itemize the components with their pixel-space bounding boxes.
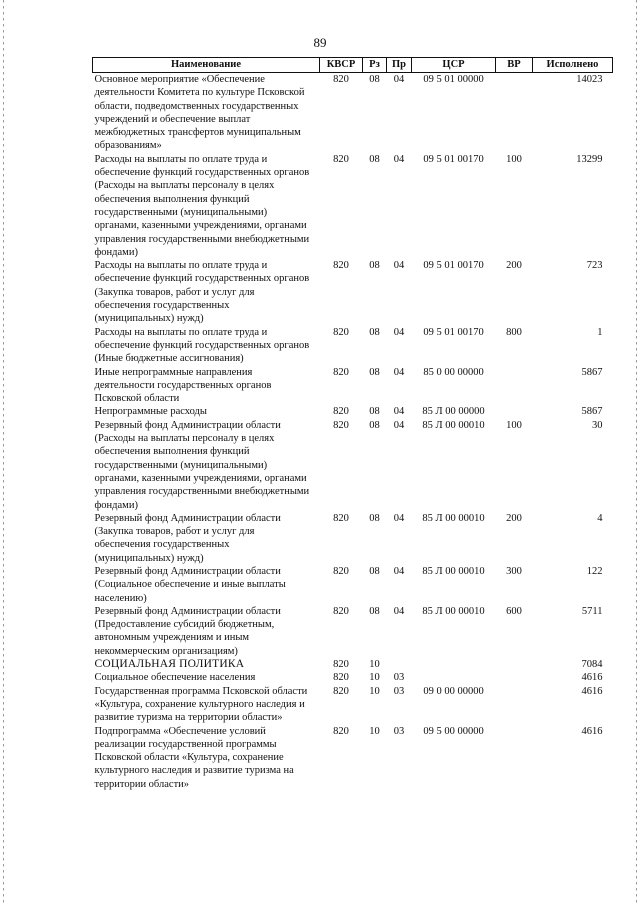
row-vr-cell bbox=[496, 671, 533, 684]
row-csr-cell: 09 5 01 00170 bbox=[423, 260, 484, 272]
row-csr-cell bbox=[412, 671, 496, 684]
row-done-cell: 4616 bbox=[581, 685, 603, 697]
row-name-cell: Социальное обеспечение населения bbox=[94, 672, 256, 684]
row-kvsr-cell: 820 bbox=[333, 672, 349, 684]
header-rz: Рз bbox=[363, 58, 387, 73]
row-pr-cell: 04 bbox=[393, 74, 405, 85]
row-rz-cell: 08 bbox=[369, 326, 380, 338]
row-pr-cell: 04 bbox=[393, 419, 405, 431]
row-rz-cell: 10 bbox=[369, 725, 380, 737]
row-csr-cell: 85 Л 00 00010 bbox=[422, 419, 485, 431]
row-rz-cell: 08 bbox=[369, 260, 380, 272]
budget-table bbox=[92, 57, 613, 791]
row-rz-cell: 10 bbox=[369, 672, 380, 684]
row-vr-cell: 800 bbox=[506, 326, 522, 338]
row-kvsr-cell: 820 bbox=[333, 326, 349, 338]
row-kvsr-cell: 820 bbox=[333, 565, 349, 577]
row-name-cell: Расходы на выплаты по оплате труда и обеспечение функций государственных органов (Закупка товаров, работ и услуг для обеспечения государственных (муниципальных) нужд) bbox=[94, 260, 310, 325]
row-done-cell: 4 bbox=[597, 512, 603, 524]
table-row bbox=[93, 73, 613, 153]
row-done-cell: 723 bbox=[586, 260, 603, 272]
row-rz-cell: 08 bbox=[369, 419, 380, 431]
row-csr-cell: 85 0 00 00000 bbox=[423, 366, 484, 378]
row-rz-cell: 08 bbox=[369, 74, 380, 85]
row-name-cell: Резервный фонд Администрации области (Закупка товаров, работ и услуг для обеспечения государственных (муниципальных) нужд) bbox=[94, 512, 281, 564]
row-name-cell: Резервный фонд Администрации области (Социальное обеспечение и иные выплаты населению) bbox=[94, 565, 286, 604]
header-vr: ВР bbox=[496, 58, 533, 73]
table-row bbox=[93, 512, 613, 565]
row-pr-cell: 04 bbox=[393, 326, 405, 338]
table-row bbox=[93, 605, 613, 658]
row-name-cell: Расходы на выплаты по оплате труда и обеспечение функций государственных органов (Расходы на выплаты персоналу в целях обеспечения выполнения функций государственными (муниципальными) органами, казенными учреждениями, органами управления государственными внебюджетными фондами) bbox=[94, 153, 310, 258]
row-name-cell: Государственная программа Псковской области «Культура, сохранение культурного наследия и развитие туризма на территории области» bbox=[94, 685, 308, 724]
row-vr-cell bbox=[496, 685, 533, 725]
row-pr-cell: 03 bbox=[393, 725, 405, 737]
table-row bbox=[93, 565, 613, 605]
table-row bbox=[93, 419, 613, 512]
row-rz-cell: 10 bbox=[369, 659, 380, 671]
row-csr-cell: 85 Л 00 00010 bbox=[422, 565, 485, 577]
row-vr-cell: 300 bbox=[506, 565, 522, 577]
row-vr-cell: 200 bbox=[506, 512, 522, 524]
row-pr-cell: 04 bbox=[393, 260, 405, 272]
row-kvsr-cell: 820 bbox=[333, 366, 349, 378]
right-margin-dots bbox=[636, 0, 637, 905]
row-done-cell: 1 bbox=[597, 326, 603, 338]
row-pr-cell bbox=[387, 658, 412, 671]
row-kvsr-cell: 820 bbox=[333, 74, 349, 85]
row-name-cell: Резервный фонд Администрации области (Предоставление субсидий бюджетным, автономным учреждениям и иным некоммерческим организациям) bbox=[94, 605, 281, 657]
row-pr-cell: 04 bbox=[393, 512, 405, 524]
table-row bbox=[93, 685, 613, 725]
row-done-cell: 14023 bbox=[576, 74, 603, 85]
row-done-cell: 30 bbox=[592, 419, 603, 431]
header-done: Исполнено bbox=[533, 58, 613, 73]
row-done-cell: 13299 bbox=[576, 153, 603, 165]
table-row bbox=[93, 326, 613, 366]
left-margin-dots bbox=[3, 0, 4, 905]
row-csr-cell: 85 Л 00 00010 bbox=[422, 605, 485, 617]
row-vr-cell bbox=[496, 405, 533, 418]
row-csr-cell: 09 5 01 00170 bbox=[423, 153, 484, 165]
table-row bbox=[93, 366, 613, 406]
row-csr-cell: 09 5 01 00170 bbox=[423, 326, 484, 338]
header-kvsr: КВСР bbox=[320, 58, 363, 73]
row-kvsr-cell: 820 bbox=[333, 153, 349, 165]
row-pr-cell: 04 bbox=[393, 406, 405, 418]
row-name-cell: Непрограммные расходы bbox=[94, 406, 207, 418]
row-pr-cell: 04 bbox=[393, 605, 405, 617]
row-rz-cell: 08 bbox=[369, 565, 380, 577]
row-vr-cell: 100 bbox=[506, 419, 522, 431]
row-pr-cell: 04 bbox=[393, 366, 405, 378]
row-vr-cell bbox=[496, 725, 533, 791]
row-done-cell: 7084 bbox=[581, 659, 603, 671]
row-rz-cell: 08 bbox=[369, 366, 380, 378]
table-row bbox=[93, 671, 613, 684]
row-done-cell: 5867 bbox=[581, 406, 603, 418]
row-pr-cell: 03 bbox=[393, 672, 405, 684]
table-row bbox=[93, 259, 613, 325]
budget-table-container bbox=[92, 57, 612, 791]
row-kvsr-cell: 820 bbox=[333, 605, 349, 617]
header-pr: Пр bbox=[387, 58, 412, 73]
page-number: 89 bbox=[313, 35, 327, 50]
row-name-cell: СОЦИАЛЬНАЯ ПОЛИТИКА bbox=[94, 658, 245, 671]
table-row bbox=[93, 658, 613, 671]
row-name-cell: Подпрограмма «Обеспечение условий реализации государственной программы Псковской области «Культура, сохранение культурного наследия и развитие туризма на территории области» bbox=[94, 725, 294, 790]
row-pr-cell: 03 bbox=[393, 685, 405, 697]
table-body bbox=[93, 73, 613, 792]
row-vr-cell bbox=[496, 366, 533, 406]
row-rz-cell: 08 bbox=[369, 406, 380, 418]
row-kvsr-cell: 820 bbox=[333, 685, 349, 697]
row-kvsr-cell: 820 bbox=[333, 725, 349, 737]
row-kvsr-cell: 820 bbox=[333, 406, 349, 418]
header-name: Наименование bbox=[93, 58, 320, 73]
row-vr-cell: 600 bbox=[506, 605, 522, 617]
table-row bbox=[93, 405, 613, 418]
row-name-cell: Резервный фонд Администрации области (Расходы на выплаты персоналу в целях обеспечения выполнения функций государственными (муниципальными) органами, казенными учреждениями, органами управления государственными внебюджетными фондами) bbox=[94, 419, 310, 511]
row-csr-cell bbox=[412, 658, 496, 671]
row-name-cell: Иные непрограммные направления деятельности государственных органов Псковской области bbox=[94, 366, 272, 405]
header-csr: ЦСР bbox=[412, 58, 496, 73]
row-name-cell: Расходы на выплаты по оплате труда и обеспечение функций государственных органов (Иные бюджетные ассигнования) bbox=[94, 326, 310, 365]
row-vr-cell: 200 bbox=[506, 260, 522, 272]
row-vr-cell: 100 bbox=[506, 153, 522, 165]
row-done-cell: 5867 bbox=[581, 366, 603, 378]
row-done-cell: 4616 bbox=[581, 725, 603, 737]
row-rz-cell: 08 bbox=[369, 512, 380, 524]
row-csr-cell: 85 Л 00 00000 bbox=[422, 406, 485, 418]
row-rz-cell: 08 bbox=[369, 605, 380, 617]
row-done-cell: 122 bbox=[586, 565, 603, 577]
row-csr-cell: 09 5 01 00000 bbox=[423, 74, 484, 85]
row-name-cell: Основное мероприятие «Обеспечение деятельности Комитета по культуре Псковской области, подведомственных государственных учреждений и обеспечение выплат межбюджетных трансфертов муниципальным образованиям» bbox=[94, 74, 305, 152]
table-row bbox=[93, 725, 613, 791]
row-done-cell: 5711 bbox=[581, 605, 603, 617]
table-header bbox=[93, 58, 613, 73]
row-kvsr-cell: 820 bbox=[333, 659, 349, 671]
row-vr-cell bbox=[496, 73, 533, 153]
row-csr-cell: 09 5 00 00000 bbox=[423, 725, 484, 737]
table-row bbox=[93, 153, 613, 259]
row-vr-cell bbox=[496, 658, 533, 671]
row-kvsr-cell: 820 bbox=[333, 512, 349, 524]
row-done-cell: 4616 bbox=[581, 672, 603, 684]
row-pr-cell: 04 bbox=[393, 153, 405, 165]
row-rz-cell: 10 bbox=[369, 685, 380, 697]
row-csr-cell: 09 0 00 00000 bbox=[423, 685, 484, 697]
row-kvsr-cell: 820 bbox=[333, 419, 349, 431]
row-rz-cell: 08 bbox=[369, 153, 380, 165]
row-csr-cell: 85 Л 00 00010 bbox=[422, 512, 485, 524]
row-pr-cell: 04 bbox=[393, 565, 405, 577]
row-kvsr-cell: 820 bbox=[333, 260, 349, 272]
